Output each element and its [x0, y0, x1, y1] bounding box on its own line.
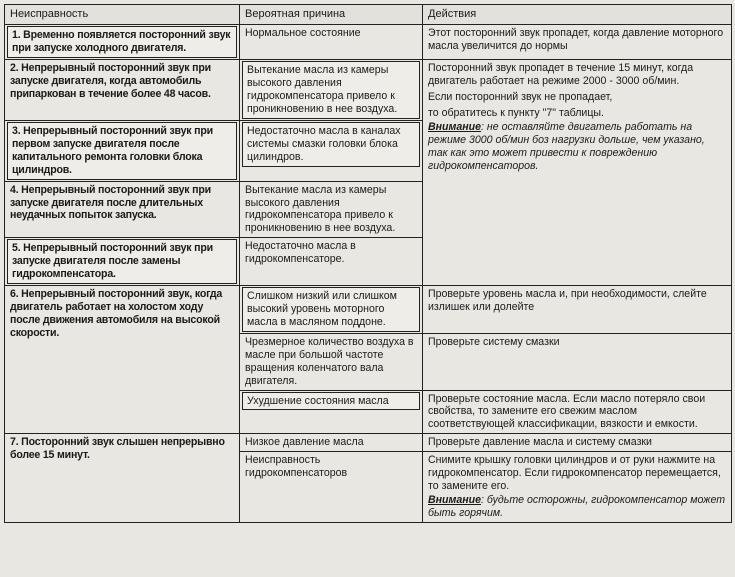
fault-cell: 2. Непрерывный посторонний звук при запуске двигателя, когда автомобиль припаркован в течение более 48 часов.: [5, 60, 240, 121]
warning-text: : не оставляйте двигатель работать на режиме 3000 об/мин боз нагрузки дольше, чем указано, так как это может привести к повреждению гидрокомпенсаторов.: [428, 120, 705, 172]
table-row: [5, 286, 732, 334]
fault-cell: 5. Непрерывный посторонний звук при запуске двигателя после замены гидрокомпенсатора.: [7, 239, 237, 284]
fault-cell: 7. Посторонний звук слышен непрерывно более 15 минут.: [5, 434, 240, 523]
fault-cell: 1. Временно появляется посторонний звук при запуске холодного двигателя.: [7, 26, 237, 58]
fault-cell: 6. Непрерывный посторонний звук, когда двигатель работает на холостом ходу после движения автомобиля на высокой скорости.: [5, 286, 240, 434]
warning-note: [428, 494, 726, 520]
document-page: [4, 4, 731, 573]
warning-label: Внимание: [428, 493, 482, 506]
fault-cell: 3. Непрерывный посторонний звук при первом запуске двигателя после капитального ремонта головки блока цилиндров.: [7, 122, 237, 180]
action-cell: Проверьте давление масла и систему смазки: [423, 434, 732, 452]
action-cell: Проверьте состояние масла. Если масло потеряло свои свойства, то замените его свежим маслом соответствующей классификации, вязкости и емкости.: [423, 390, 732, 434]
action-paragraph: Если посторонний звук не пропадает,: [428, 91, 613, 104]
table-row: [5, 25, 732, 60]
troubleshooting-table: [4, 4, 732, 523]
fault-cell: 4. Непрерывный посторонний звук при запуске двигателя после длительных неудачных попыток запуска.: [5, 181, 240, 238]
header-cause: Вероятная причина: [240, 5, 423, 25]
cause-cell: Недостаточно масла в гидрокомпенсаторе.: [240, 238, 423, 286]
warning-text: : будьте осторожны, гидрокомпенсатор может быть горячим.: [428, 493, 726, 519]
action-cell: Проверьте систему смазки: [423, 333, 732, 390]
cause-cell: Ухудшение состояния масла: [242, 392, 420, 411]
cause-cell: Вытекание масла из камеры высокого давления гидрокомпенсатора привело к проникновению в нее воздуха.: [240, 181, 423, 238]
cause-cell: Чрезмерное количество воздуха в масле при большой частоте вращения коленчатого вала двигателя.: [240, 333, 423, 390]
warning-label: Внимание: [428, 120, 482, 133]
action-paragraph: Снимите крышку головки цилиндров и от руки нажмите на гидрокомпенсатор. Если гидрокомпенсатор перемещается, то замените его.: [428, 454, 721, 493]
header-fault: Неисправность: [5, 5, 240, 25]
table-row: [5, 434, 732, 452]
action-cell-shared: [423, 60, 732, 286]
action-cell: Проверьте уровень масла и, при необходимости, слейте излишек или долейте: [423, 286, 732, 334]
action-cell-with-note: [423, 452, 732, 523]
action-paragraph: Посторонний звук пропадет в течение 15 минут, когда двигатель работает на режиме 2000 - 3000 об/мин.: [428, 62, 694, 88]
cause-cell: Недостаточно масла в каналах системы смазки головки блока цилиндров.: [242, 122, 420, 167]
cause-cell: Вытекание масла из камеры высокого давления гидрокомпенсатора привело к проникновению в нее воздуха.: [242, 61, 420, 119]
action-cell: Этот посторонний звук пропадет, когда давление моторного масла увеличится до нормы: [423, 25, 732, 60]
warning-note: [428, 121, 726, 173]
table-row: [5, 60, 732, 121]
cause-cell: Низкое давление масла: [240, 434, 423, 452]
cause-cell: Нормальное состояние: [240, 25, 423, 60]
cause-cell: Слишком низкий или слишком высокий уровень моторного масла в масляном поддоне.: [242, 287, 420, 332]
action-paragraph: то обратитесь к пункту "7" таблицы.: [428, 107, 604, 120]
header-row: [5, 5, 732, 25]
cause-cell: Неисправность гидрокомпенсаторов: [240, 452, 423, 523]
header-action: Действия: [423, 5, 732, 25]
